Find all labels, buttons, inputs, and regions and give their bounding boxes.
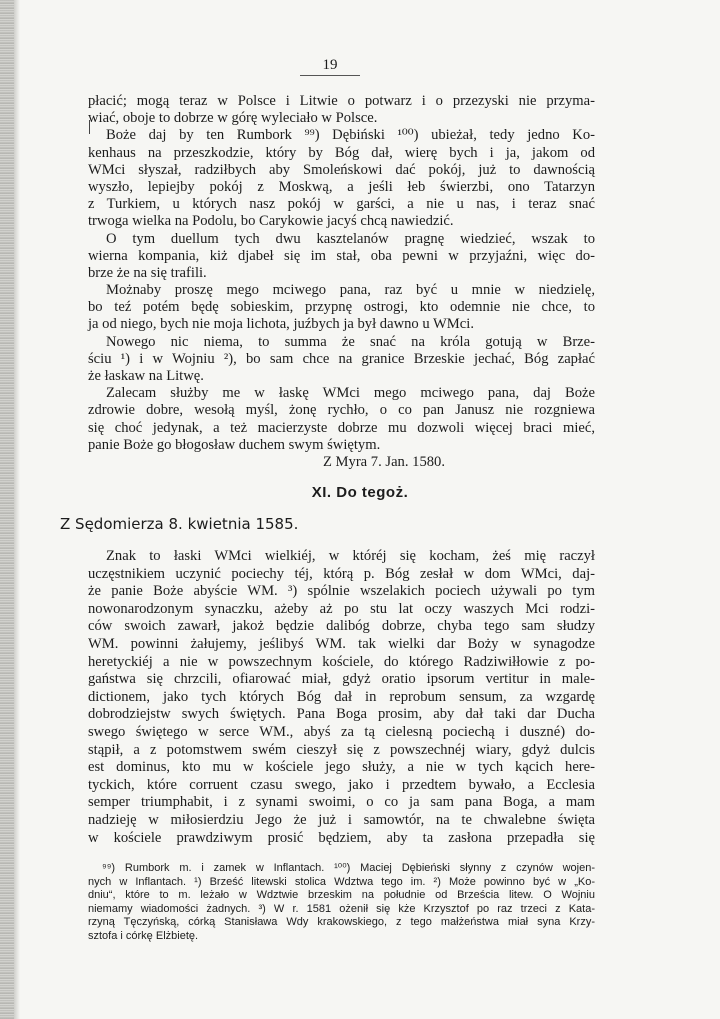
text-line: nowonarodzonym synaczku, ażeby aż po stu lat oczy waszych Mci rodzi-	[88, 600, 595, 617]
text-line: kenhaus na przeszkodzie, który by Bóg dał, wierę bych i ja, jakom od	[88, 144, 595, 161]
text-line: z Turkiem, u których nasz pokój w garści, a nie u nas, i teraz snać	[88, 196, 595, 213]
text-line: płacić; mogą teraz w Polsce i Litwie o potwarz i o przezyski nie przyma-	[88, 93, 595, 109]
text-line: gaństwa się chrzcili, ofiarować miał, gdyż oratio ipsorum vertitur in male-	[88, 671, 595, 688]
text-line: swego świętego w serce WM., abyś za tą cielesną pociechą i duszné) do-	[88, 723, 595, 740]
footnote-line: sztofa i córkę Elżbietę.	[88, 929, 199, 942]
text-line: tyckich, które corruent czasu swego, jako i przedtem bywało, a Ecclesia	[88, 776, 595, 793]
footnotes	[88, 862, 595, 944]
text-line: O tym duellum tych dwu kasztelanów pragnę wiedzieć, wszak to	[106, 230, 595, 247]
text-line: Znak to łaski WMci wielkiéj, w któréj się kocham, żeś mię raczył	[106, 548, 595, 564]
text-line: wyszło, lepiejby pokój z Moskwą, a jeśli łeb świerzbi, ono Tatarzyn	[88, 178, 595, 195]
text-line: stąpił, a z potomstwem swém cieszył się z powszechnéj wiary, gdyż dulcis	[88, 741, 595, 758]
text-line: że łaskaw na Litwę.	[88, 368, 204, 384]
binding-shadow	[14, 0, 20, 1019]
text-line: est dominus, kto mu w kościele jego służy, a nie w tych kącich here-	[88, 759, 595, 776]
text-line: brze że na się trafili.	[88, 264, 207, 281]
footnote-line: rzyną Tęczyńską, córką Stanisława Wdy krakowskiego, z tego małżeństwa miał syna Krzy-	[88, 916, 595, 929]
text-line: WM. powinni żałujemy, jeślibyś WM. tak wielki dar Boży w synagodze	[88, 635, 595, 652]
letter-2-heading: XI. Do tegoż.	[311, 484, 409, 501]
text-line: heretyckiéj a nie w powszechnym kościele, do którego Radziwiłłowie z po-	[88, 653, 595, 670]
text-line: Możnaby proszę mego mciwego pana, raz być u mnie w niedzielę,	[106, 282, 595, 299]
letter-2-text	[88, 548, 595, 847]
text-line: wierna kompania, kiż djabeł się im stał, oba pewni w przyjaźni, więc do-	[88, 247, 595, 264]
footnote-line: dniu“, które to m. leżało w Wdztwie brzeskim na południe od Brześcia litew. O Wojniu	[88, 889, 595, 902]
text-line: nadzieję w miłosierdziu Jego że już i samowtór, na te chwalebne święta	[88, 811, 595, 828]
text-line: uczęstnikiem uczynić pociechy téj, którą p. Bóg zesłał w dom WMci, daj-	[88, 565, 595, 582]
text-line: semper triumphabit, i z synami swoimi, o co ja sam pana Boga, a mam	[88, 794, 595, 811]
footnote-line: niemamy wiadomości żadnych. ³) W r. 1581 ożenił się kże Krzysztof po raz trzeci z Kata-	[88, 902, 595, 915]
text-line: Zalecam służby me w łaskę WMci mego mciwego pana, daj Boże	[106, 385, 595, 402]
letter-1-closing-date: Z Myra 7. Jan. 1580.	[322, 453, 445, 470]
book-binding-edge	[0, 0, 14, 1019]
text-line: trwoga wielka na Podolu, bo Carykowie jacyś chcą nawiedzić.	[88, 213, 454, 230]
text-line: ja od niego, bych nie moja lichota, juźbych ja był dawno u WMci.	[88, 316, 474, 333]
text-line: się choć jedynak, a też macierzyste dobrze mu dozwoli więcej braci mieć,	[88, 419, 595, 436]
page-number: 19	[300, 58, 360, 76]
text-line: wiać, oboje to dobrze w górę wyleciało w Polsce.	[88, 110, 378, 127]
footnote-line: nych w Inflantach. ¹) Brześć litewski stolica Wdztwa tego im. ²) Może powinno być w „Ko-	[88, 875, 595, 888]
text-line: Boże daj by ten Rumbork ⁹⁹) Dębiński ¹⁰⁰) ubieżał, tedy jedno Ko-	[106, 127, 595, 144]
text-line: Nowego nic niema, to summa że snać na króla gotują w Brze-	[106, 333, 595, 350]
text-line: panie Boże go błogosław duchem swym świętym.	[88, 436, 381, 453]
letter-2-place-date: Z Sędomierza 8. kwietnia 1585.	[60, 515, 299, 533]
text-line: dictionem, jako tych których Bóg dał in reprobum sensum, za wzgardę	[88, 688, 595, 705]
text-line: WMci słyszał, radziłbych aby Smoleńskowi dać pokój, już to dawnością	[88, 161, 595, 178]
text-line: ściu ¹) i w Wojniu ²), bo sam chce na granice Brzeskie jechać, Bóg zapłać	[88, 350, 595, 367]
text-line: bo teź potém będę sobieskim, przypnę ostrogi, kto odemnie nie chce, to	[88, 299, 595, 316]
footnote-line: ⁹⁹) Rumbork m. i zamek w Inflantach. ¹⁰⁰) Maciej Dębieński słynny z czynów wojen-	[102, 862, 595, 874]
text-line: zdrowie dobre, wesołą myśl, żonę rychło, o co pan Janusz nie rozgniewa	[88, 402, 595, 419]
text-line: że panie Boże abyście WM. ³) spólnie wszelakich pociech używali po tym	[88, 583, 595, 600]
letter-1-text	[88, 93, 595, 471]
text-line: w kościele prawdziwym prosić będziem, aby ta zasłona przepadła się	[88, 829, 595, 846]
text-line: ców swoich zawarł, jakoż będzie dalibóg dobrze, chyba tego sam słudzy	[88, 618, 595, 635]
text-line: dobrodziejstw swych świętych. Pana Boga prosim, aby dał taki dar Ducha	[88, 706, 595, 723]
